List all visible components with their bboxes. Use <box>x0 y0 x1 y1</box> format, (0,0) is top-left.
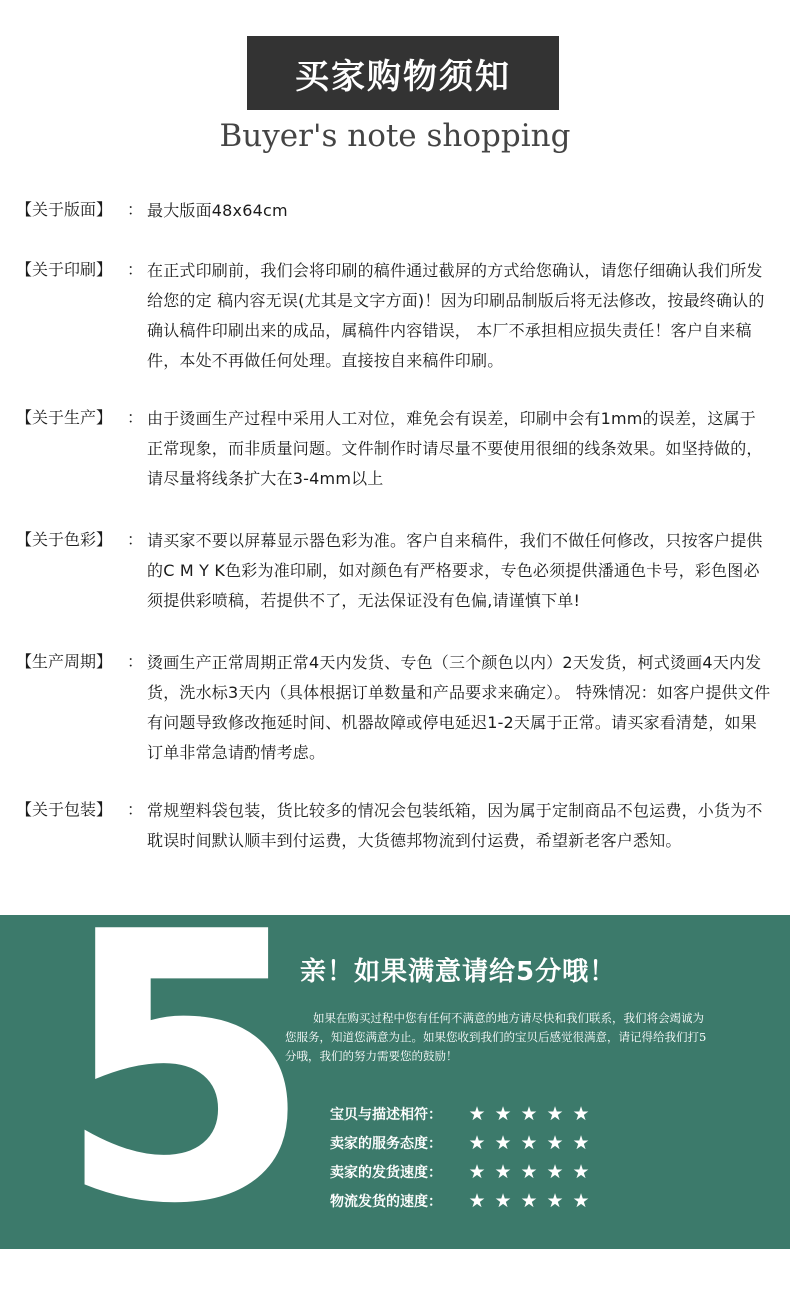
rating-row <box>330 1186 594 1215</box>
star-icon: ★ <box>546 1160 564 1183</box>
star-icon: ★ <box>468 1102 486 1125</box>
star-icon: ★ <box>572 1160 590 1183</box>
note-body: 由于烫画生产过程中采用人工对位，难免会有误差，印刷中会有1mm的误差，这属于正常现象，而非质量问题。文件制作时请尽量不要使用很细的线条效果。如坚持做的，请尽量将线条扩大在3-4mm以上 <box>147 409 763 488</box>
note-colon: ： <box>127 652 144 671</box>
star-icon: ★ <box>494 1160 512 1183</box>
star-icon: ★ <box>546 1189 564 1212</box>
star-icon: ★ <box>468 1160 486 1183</box>
rating-label: 卖家的发货速度： <box>330 1164 442 1181</box>
rating-row <box>330 1099 594 1128</box>
page-title: 买家购物须知 <box>295 56 511 97</box>
note-colon: ： <box>127 530 144 549</box>
rating-banner <box>0 915 790 1249</box>
star-icon: ★ <box>468 1131 486 1154</box>
big-five: 5 <box>56 915 314 1249</box>
note-body: 烫画生产正常周期正常4天内发货、专色（三个颜色以内）2天发货，柯式烫画4天内发货，洗水标3天内（具体根据订单数量和产品要求来确定）。 特殊情况：如客户提供文件有问题导致修改拖延时间、机器故障或停电延迟1-2天属于正常。请买家看清楚，如果订单非常急请酌情考虑。 <box>147 653 771 762</box>
star-icon: ★ <box>572 1131 590 1154</box>
note-colon: ： <box>127 260 144 279</box>
star-icon: ★ <box>572 1102 590 1125</box>
star-icon: ★ <box>520 1189 538 1212</box>
rating-row <box>330 1128 594 1157</box>
note-label: 【生产周期】 <box>16 652 113 671</box>
ratings-list <box>330 1099 594 1215</box>
rating-row <box>330 1157 594 1186</box>
note-label: 【关于色彩】 <box>16 530 113 549</box>
note-label: 【关于版面】 <box>16 200 113 219</box>
star-icon: ★ <box>468 1189 486 1212</box>
star-icon: ★ <box>494 1131 512 1154</box>
star-icon: ★ <box>520 1131 538 1154</box>
note-label: 【关于生产】 <box>16 408 113 427</box>
banner-title: 亲！如果满意请给5分哦！ <box>300 957 617 987</box>
star-icon: ★ <box>546 1131 564 1154</box>
rating-label: 物流发货的速度： <box>330 1193 442 1210</box>
star-icon: ★ <box>520 1102 538 1125</box>
star-icon: ★ <box>520 1160 538 1183</box>
title-box <box>247 36 559 110</box>
star-rating <box>464 1103 594 1125</box>
star-icon: ★ <box>494 1189 512 1212</box>
star-icon: ★ <box>494 1102 512 1125</box>
banner-description: 如果在购买过程中您有任何不满意的地方请尽快和我们联系，我们将会竭诚为您服务，知道您满意为止。如果您收到我们的宝贝后感觉很满意，请记得给我们打5分哦，我们的努力需要您的鼓励！ <box>285 1011 707 1063</box>
note-label: 【关于包装】 <box>16 800 113 819</box>
note-label: 【关于印刷】 <box>16 260 113 279</box>
note-body: 最大版面48x64cm <box>147 201 288 220</box>
star-icon: ★ <box>572 1189 590 1212</box>
star-rating <box>464 1132 594 1154</box>
rating-label: 卖家的服务态度： <box>330 1135 442 1152</box>
note-body: 在正式印刷前，我们会将印刷的稿件通过截屏的方式给您确认，请您仔细确认我们所发给您的定 稿内容无误(尤其是文字方面)！因为印刷品制版后将无法修改，按最终确认的确认稿件印刷出来的成品，属稿件内容错误， 本厂不承担相应损失责任！客户自来稿件，本处不再做任何处理。直接按自来稿件印刷。 <box>147 261 765 370</box>
page-subtitle: Buyer's note shopping <box>219 118 571 154</box>
star-icon: ★ <box>546 1102 564 1125</box>
star-rating <box>464 1190 594 1212</box>
star-rating <box>464 1161 594 1183</box>
note-body: 请买家不要以屏幕显示器色彩为准。客户自来稿件，我们不做任何修改，只按客户提供的C M Y K色彩为准印刷，如对颜色有严格要求，专色必须提供潘通色卡号，彩色图必须提供彩喷稿，若提供不了，无法保证没有色偏,请谨慎下单! <box>147 531 763 610</box>
rating-label: 宝贝与描述相符： <box>330 1106 442 1123</box>
note-body: 常规塑料袋包装，货比较多的情况会包装纸箱，因为属于定制商品不包运费，小货为不耽误时间默认顺丰到付运费，大货德邦物流到付运费，希望新老客户悉知。 <box>147 801 763 850</box>
note-colon: ： <box>127 800 144 819</box>
note-colon: ： <box>127 200 144 219</box>
note-colon: ： <box>127 408 144 427</box>
